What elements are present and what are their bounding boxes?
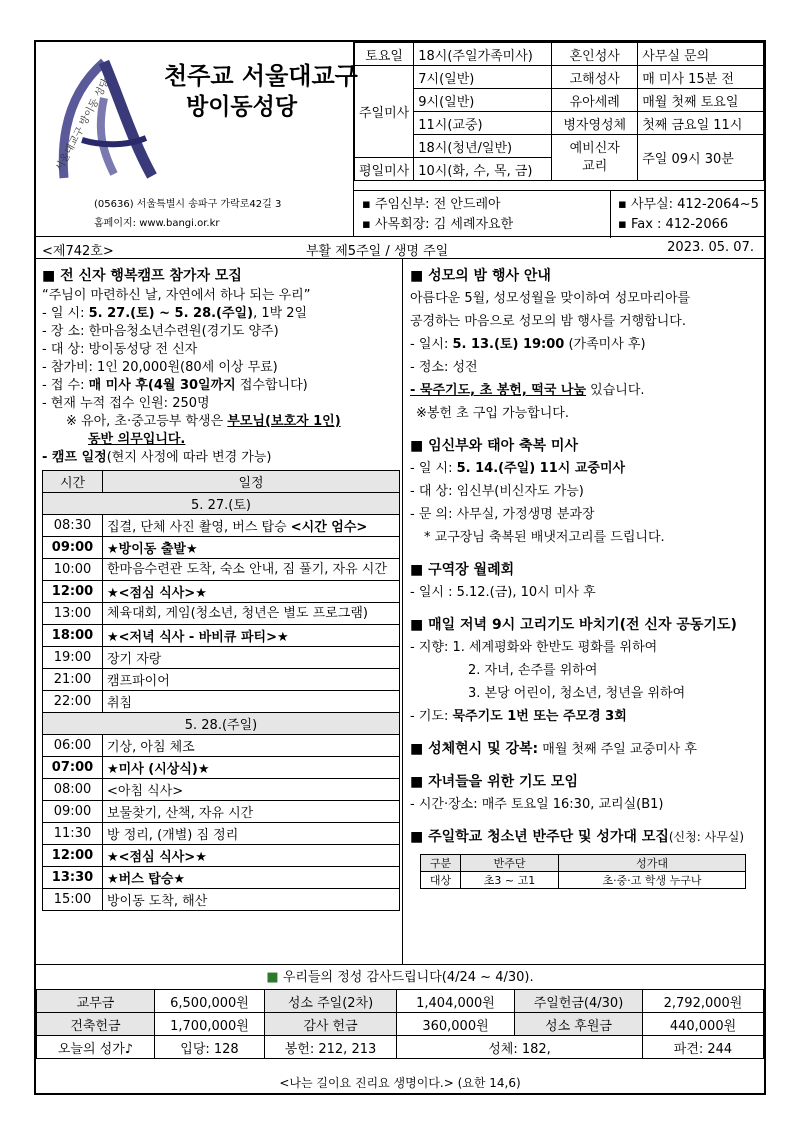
mary-night-date: - 일시: 5. 13.(토) 19:00 (가족미사 후) <box>410 337 646 352</box>
office-phone: 사무실: 412-2064~5 <box>630 197 759 212</box>
notices-column <box>410 265 762 889</box>
weekday-label: 평일미사 <box>355 158 414 181</box>
offerings-section <box>36 965 764 1095</box>
weekday-value: 10시(화, 수, 목, 금) <box>414 158 552 181</box>
mary-night-desc: 공경하는 마음으로 성모의 밤 행사를 거행합니다. <box>410 314 686 329</box>
mary-night-place: - 정소: 성전 <box>410 360 478 375</box>
offering-label: 교무금 <box>37 990 155 1013</box>
schedule-item: 체육대회, 게임(청소년, 청년은 별도 프로그램) <box>103 603 400 625</box>
choir-col-choir: 성가대 <box>559 855 746 872</box>
offering-amount: 440,000원 <box>643 1013 764 1036</box>
infant-value: 매월 첫째 토요일 <box>638 89 764 112</box>
schedule-time: 21:00 <box>43 669 103 691</box>
camp-section <box>42 265 398 911</box>
schedule-item: 취침 <box>103 691 400 713</box>
day1-header: 5. 27.(토) <box>43 493 400 515</box>
camp-slogan: “주님이 마련하신 날, 자연에서 하나 되는 우리” <box>42 288 311 303</box>
logo-area <box>36 42 358 237</box>
schedule-time: 12:00 <box>43 581 103 603</box>
choir-choir-target: 초·중·고 학생 누구나 <box>559 872 746 889</box>
schedule-item: 캠프파이어 <box>103 669 400 691</box>
schedule-item: 기상, 아침 체조 <box>103 735 400 757</box>
schedule-time: 11:30 <box>43 823 103 845</box>
schedule-row <box>43 801 400 823</box>
address: (05636) 서울특별시 송파구 가락로42길 3 <box>94 199 282 210</box>
mary-night-desc: 아름다운 5월, 성모성월을 맞이하여 성모마리아를 <box>410 291 691 306</box>
choir-row-label: 대상 <box>421 872 461 889</box>
catechumen-label-line2: 교리 <box>582 158 608 174</box>
catechumen-label-line1: 예비신자 <box>569 140 620 156</box>
schedule-row <box>43 603 400 625</box>
header <box>36 42 764 237</box>
content-area <box>36 259 764 965</box>
col-time: 시간 <box>43 471 103 493</box>
district-meeting-title: ■ 구역장 월례회 <box>410 562 515 578</box>
schedule-time: 09:00 <box>43 537 103 559</box>
mary-night-title: ■ 성모의 밤 행사 안내 <box>410 268 551 284</box>
schedule-time: 19:00 <box>43 647 103 669</box>
wedding-label: 혼인성사 <box>552 43 638 66</box>
mary-night-note: ※봉헌 초 구입 가능합니다. <box>416 406 570 421</box>
schedule-time: 09:00 <box>43 801 103 823</box>
logo-title-line2: 방이동성당 <box>186 94 298 120</box>
camp-date: - 일 시: 5. 27.(토) ~ 5. 28.(주일), 1박 2일 <box>42 306 308 321</box>
adoration-title: ■ 성체현시 및 강복: 매월 첫째 주일 교중미사 후 <box>410 741 697 757</box>
schedule-row <box>43 889 400 911</box>
homepage: 홈페이지: www.bangi.or.kr <box>94 218 220 229</box>
schedule-row <box>43 779 400 801</box>
schedule-row <box>43 581 400 603</box>
confession-label: 고해성사 <box>552 66 638 89</box>
schedule-row <box>43 757 400 779</box>
schedule-item: ★방이동 출발★ <box>103 537 400 559</box>
schedule-time: 07:00 <box>43 757 103 779</box>
schedule-item: ★버스 탑승★ <box>103 867 400 889</box>
schedule-time: 06:00 <box>43 735 103 757</box>
schedule-item: ★<점심 식사>★ <box>103 845 400 867</box>
president: 사목회장: 김 세례자요한 <box>374 217 514 232</box>
choir-recruit-table <box>420 854 746 889</box>
pregnancy-mass-target: - 대 상: 임신부(비신자도 가능) <box>410 484 584 499</box>
schedule-item: <아침 식사> <box>103 779 400 801</box>
offering-amount: 1,404,000원 <box>397 990 515 1013</box>
camp-place: - 장 소: 한마음청소년수련원(경기도 양주) <box>42 324 279 339</box>
camp-title: ■ 전 신자 행복캠프 참가자 모집 <box>42 268 242 284</box>
schedule-row <box>43 559 400 581</box>
parish-logo-icon <box>42 50 166 190</box>
schedule-time: 18:00 <box>43 625 103 647</box>
schedule-row <box>43 537 400 559</box>
pregnancy-mass-note: * 교구장님 축복된 배냇저고리를 드립니다. <box>424 530 665 545</box>
mary-night-program: - 묵주기도, 초 봉헌, 떡국 나눔 있습니다. <box>410 383 645 398</box>
schedule-item: ★<점심 식사>★ <box>103 581 400 603</box>
bullet-icon: ■ <box>266 970 279 985</box>
chain-prayer-method: - 기도: 묵주기도 1번 또는 주모경 3회 <box>410 709 627 724</box>
sunday-time: 7시(일반) <box>414 66 552 89</box>
offering-label: 성소 후원금 <box>515 1013 643 1036</box>
sick-label: 병자영성체 <box>552 112 638 135</box>
camp-plan: - 캠프 일정(현지 사정에 따라 변경 가능) <box>42 450 272 465</box>
sick-value: 첫째 금요일 11시 <box>638 112 764 135</box>
saturday-value: 18시(주일가족미사) <box>414 43 552 66</box>
schedule-item: ★<저녁 식사 - 바비큐 파티>★ <box>103 625 400 647</box>
schedule-time: 08:00 <box>43 779 103 801</box>
schedule-item: 한마음수련관 도착, 숙소 안내, 짐 풀기, 자유 시간 <box>103 559 400 581</box>
schedule-time: 10:00 <box>43 559 103 581</box>
chain-prayer-intention: 2. 자녀, 손주를 위하여 <box>468 663 598 678</box>
pregnancy-mass-contact: - 문 의: 사무실, 가정생명 분과장 <box>410 507 595 522</box>
pregnancy-mass-title: ■ 임신부와 태아 축복 미사 <box>410 438 578 454</box>
contact-info <box>354 190 764 237</box>
offering-label: 감사 헌금 <box>265 1013 397 1036</box>
offerings-table <box>36 989 764 1059</box>
office-info: ▪ 사무실: 412-2064~5 ▪ Fax : 412-2066 <box>618 197 759 232</box>
schedule-row <box>43 735 400 757</box>
sunday-label: 주일미사 <box>355 66 414 158</box>
camp-target: - 대 상: 방이동성당 전 신자 <box>42 342 198 357</box>
schedule-row <box>43 515 400 537</box>
hymn-dismissal: 파견: 244 <box>643 1036 764 1059</box>
col-plan: 일정 <box>103 471 400 493</box>
chain-prayer-intention: 3. 본당 어린이, 청소년, 청년을 위하여 <box>468 686 686 701</box>
confession-value: 매 미사 15분 전 <box>638 66 764 89</box>
hymn-communion: 성체: 182, <box>397 1036 643 1059</box>
schedule-row <box>43 691 400 713</box>
fax: Fax : 412-2066 <box>630 217 729 232</box>
schedule-row <box>43 625 400 647</box>
sunday-time: 18시(청년/일반) <box>414 135 552 158</box>
hymn-entrance: 입당: 128 <box>155 1036 265 1059</box>
title-bar <box>36 237 764 259</box>
chain-prayer-intention: - 지향: 1. 세계평화와 한반도 평화를 위하여 <box>410 640 658 655</box>
schedule-time: 22:00 <box>43 691 103 713</box>
schedule-time: 15:00 <box>43 889 103 911</box>
chain-prayer-title: ■ 매일 저녁 9시 고리기도 바치기(전 신자 공동기도) <box>410 617 737 633</box>
issue-number: <제742호> <box>42 244 114 259</box>
choir-col-category: 구분 <box>421 855 461 872</box>
schedule-row <box>43 647 400 669</box>
offerings-title: ■ 우리들의 정성 감사드립니다(4/24 ~ 4/30). <box>266 970 534 985</box>
schedule-item: 집결, 단체 사진 촬영, 버스 탑승 <시간 엄수> <box>103 515 400 537</box>
pregnancy-mass-date: - 일 시: 5. 14.(주일) 11시 교중미사 <box>410 461 626 476</box>
choir-band-target: 초3 ~ 고1 <box>461 872 559 889</box>
sunday-title: 부활 제5주일 / 생명 주일 <box>306 244 449 259</box>
pastor: 주임신부: 전 안드레아 <box>374 197 501 212</box>
schedule-item: 방 정리, (개별) 짐 정리 <box>103 823 400 845</box>
day2-header: 5. 28.(주일) <box>43 713 400 735</box>
camp-fee: - 참가비: 1인 20,000원(80세 이상 무료) <box>42 360 278 375</box>
schedule-item: ★미사 (시상식)★ <box>103 757 400 779</box>
camp-registration: - 접 수: 매 미사 후(4월 30일까지 접수합니다) <box>42 378 308 393</box>
staff-info: ▪ 주임신부: 전 안드레아 ▪ 사목회장: 김 세례자요한 <box>362 197 514 232</box>
sunday-time: 9시(일반) <box>414 89 552 112</box>
schedule-item: 보물찾기, 산책, 자유 시간 <box>103 801 400 823</box>
offering-label: 성소 주일(2차) <box>265 990 397 1013</box>
schedule-row <box>43 669 400 691</box>
schedule-row <box>43 823 400 845</box>
schedule-row <box>43 845 400 867</box>
schedule-item: 방이동 도착, 해산 <box>103 889 400 911</box>
scripture-quote: <나는 길이요 진리요 생명이다.> (요한 14,6) <box>279 1076 521 1090</box>
saturday-label: 토요일 <box>355 43 414 66</box>
catechumen-value: 주일 09시 30분 <box>638 135 764 181</box>
infant-label: 유아세례 <box>552 89 638 112</box>
schedule-item: 장기 자랑 <box>103 647 400 669</box>
bulletin-page <box>34 40 766 1095</box>
camp-schedule-table <box>42 470 400 911</box>
offering-amount: 360,000원 <box>397 1013 515 1036</box>
schedule-time: 08:30 <box>43 515 103 537</box>
schedule-time: 13:30 <box>43 867 103 889</box>
logo-title-line1: 천주교 서울대교구 <box>164 62 358 90</box>
children-prayer-title: ■ 자녀들을 위한 기도 모임 <box>410 774 578 790</box>
offering-label: 건축헌금 <box>37 1013 155 1036</box>
sunday-time: 11시(교중) <box>414 112 552 135</box>
camp-count: - 현재 누적 접수 인원: 250명 <box>42 396 210 411</box>
schedule-time: 12:00 <box>43 845 103 867</box>
camp-note-2: 동반 의무입니다. <box>88 432 186 447</box>
catechumen-label <box>552 135 638 181</box>
children-prayer-info: - 시간·장소: 매주 토요일 16:30, 교리실(B1) <box>410 797 664 812</box>
schedule-row <box>43 867 400 889</box>
mass-schedule-table <box>354 42 764 181</box>
offering-amount: 1,700,000원 <box>155 1013 265 1036</box>
schedule-time: 13:00 <box>43 603 103 625</box>
offering-label: 주일헌금(4/30) <box>515 990 643 1013</box>
offering-amount: 2,792,000원 <box>643 990 764 1013</box>
district-meeting-date: - 일시 : 5.12.(금), 10시 미사 후 <box>410 585 596 600</box>
offering-amount: 6,500,000원 <box>155 990 265 1013</box>
choir-col-band: 반주단 <box>461 855 559 872</box>
issue-date: 2023. 05. 07. <box>667 240 754 255</box>
wedding-value: 사무실 문의 <box>638 43 764 66</box>
logo-arc-text: 서울대교구 방이동 성당 <box>54 77 113 174</box>
choir-recruit-title: ■ 주일학교 청소년 반주단 및 성가대 모집(신청: 사무실) <box>410 829 745 845</box>
hymn-label: 오늘의 성가♪ <box>37 1036 155 1059</box>
hymn-offertory: 봉헌: 212, 213 <box>265 1036 397 1059</box>
camp-note: ※ 유아, 초·중고등부 학생은 부모님(보호자 1인) <box>66 414 341 429</box>
